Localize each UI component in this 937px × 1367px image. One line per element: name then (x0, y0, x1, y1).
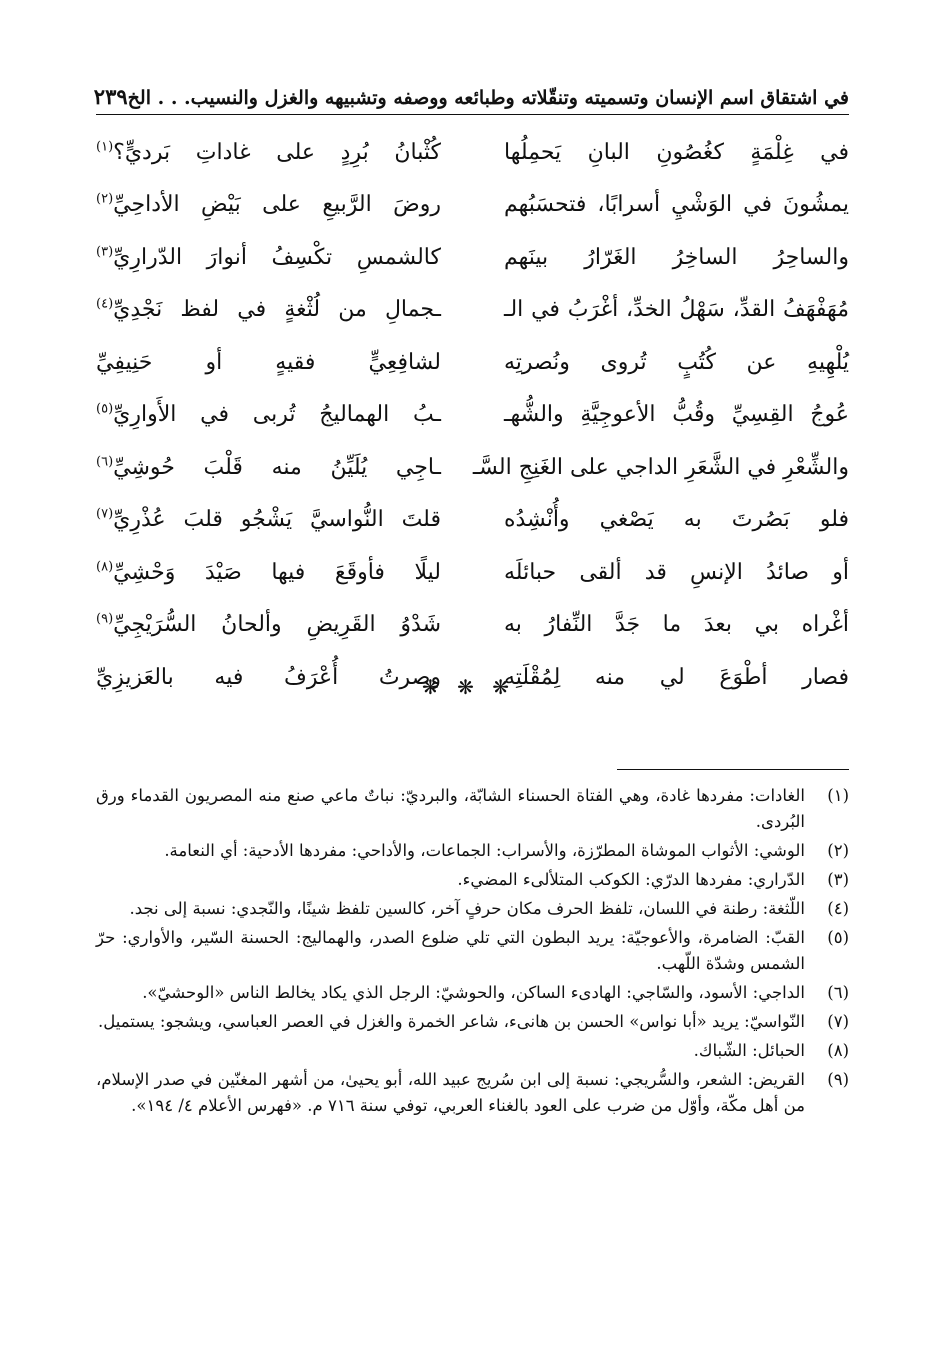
verse-second-hemistich-text: كُثْبانُ بُرِدٍ على غاداتِ بَرديٍّ؟ (113, 139, 441, 165)
footnote (96, 838, 849, 864)
footnote (96, 783, 849, 835)
footnote (96, 1038, 849, 1064)
verse-first-hemistich: يُلْهِيهِ عن كُتُبٍ تُروى ونُصرتِه (504, 349, 849, 375)
verse-second-hemistich (96, 507, 441, 532)
running-header (93, 78, 849, 115)
footnote-text: الوشي: الأثواب الموشاة المطرّزة، والأسراب: الجماعات، والأداحي: مفردها الأدحية: أي النعامة. (164, 841, 805, 860)
footnote (96, 867, 849, 893)
verse-first-hemistich: فصار أطْوَعَ لي منه لِمُقْلَتِه (504, 664, 849, 690)
verse-first-hemistich: عُوجُ القِسِيِّ وقُبُّ الأعوجِيَّةِ والشُّهـ (504, 402, 849, 428)
footnote-marker: (٨) (96, 559, 114, 575)
footnote-number: (٥) (827, 928, 849, 947)
verse (96, 441, 849, 494)
verse-second-hemistich-text: قلتَ النُّواسيَّ يَشْجُو قلبَ عُذْرِيِّ (113, 507, 441, 533)
footnote-text: الغادات: مفردها غادة، وهي الفتاة الحسناء الشابّة، والبرديّ: نباتٌ ماعي صنع منه المصريون القدماء ورق البُردى. (96, 786, 805, 831)
verse (96, 494, 849, 547)
verse-second-hemistich-text: ليلًا فأوقَعَ فيها صَيْدَ وَحْشِيِّ (113, 559, 441, 585)
verse-first-hemistich: والشِّعْرِ في الشَّعَرِ الداجي على الغَنِجِ السَّـ (472, 454, 849, 480)
footnote-number: (٩) (827, 1070, 849, 1089)
footnote-number: (٦) (827, 983, 849, 1002)
footnote-text: الداجي: الأسود، والسّاجي: الهادىء الساكن، والحوشيّ: الرجل الذي يكاد يخالط الناس «الوحشيّ». (142, 983, 805, 1002)
footnotes (96, 783, 849, 1122)
footnote-number: (١) (827, 786, 849, 805)
footnote-number: (٧) (827, 1012, 849, 1031)
footnote-marker: (٣) (96, 244, 114, 260)
verse-first-hemistich: والساحِرُ الساخِرُ الغَرّارُ بينَهم (504, 244, 849, 270)
footnote-marker: (٩) (96, 611, 114, 627)
footnote-marker: (٤) (96, 296, 114, 312)
verse-second-hemistich (96, 350, 441, 375)
verse-second-hemistich-text: شَدْوُ القَرِيضِ وألحانُ السُّرَيْجِيِّ (113, 612, 441, 638)
verse-second-hemistich-text: وصرتُ أُعْرَفُ فيه بالعَزيزِيِّ (96, 664, 441, 690)
footnote-rule (617, 769, 849, 770)
verse-second-hemistich (96, 140, 441, 165)
verse (96, 126, 849, 179)
footnote-text: القبّ: الضامرة، والأعوجيّة: يريد البطون التي تلي ضلوع الصدر، والهماليج: الحسنة السّير، والأواري: حرّ الشمس وشدّة اللّهب. (96, 928, 805, 973)
footnote-marker: (٥) (96, 401, 114, 417)
verse-second-hemistich (96, 560, 441, 585)
verse-first-hemistich: أغْراه بي بعدَ ما جَدَّ النِّفارُ به (504, 612, 849, 638)
verse-second-hemistich-text: ـاجِي يُلَيِّنُ منه قَلْبَ حُوشِيِّ (113, 454, 441, 480)
verse-second-hemistich-text: كالشمسِ تكْسِفُ أنوارَ الدّرارِيِّ (113, 244, 441, 270)
verse-second-hemistich (96, 402, 441, 427)
verse-first-hemistich: فلو بَصُرتَ به يَصْغي وأُنْشِدُه (504, 507, 849, 533)
verse-second-hemistich (96, 192, 441, 217)
footnote (96, 1009, 849, 1035)
verse-second-hemistich-text: ـبُ الهماليجُ تُربى في الأَوارِيِّ (113, 402, 441, 428)
verse (96, 179, 849, 232)
footnote-text: القريض: الشعر، والسُّريجي: نسبة إلى ابن سُريج عبيد الله، أبو يحيىٰ، من أشهر المغنّين في صدر الإسلام، من أهل مكّة، وأوّل من ضرب على العود بالغناء العربي، توفي سنة ٧١٦ م. «فهرس الأعلام ٤/ ١٩٤». (96, 1070, 805, 1115)
footnote (96, 980, 849, 1006)
footnote-marker: (٢) (96, 191, 114, 207)
verse (96, 599, 849, 652)
verse-second-hemistich (96, 612, 441, 637)
footnote-marker: (٦) (96, 454, 114, 470)
verse-second-hemistich (96, 297, 441, 322)
verse-second-hemistich-text: روضَ الرَّبيعِ على بَيْضِ الأداحِيِّ (113, 192, 441, 218)
verse-first-hemistich: مُهَفْهَفُ القدِّ، سَهْلُ الخدِّ، أغْرَبُ في الـ (504, 297, 849, 323)
poem (96, 126, 849, 704)
footnote-text: الدّراري: مفردها الدرّي: الكوكب المتلألىء المضيء. (457, 870, 805, 889)
verse (96, 546, 849, 599)
verse-second-hemistich (96, 245, 441, 270)
verse-first-hemistich: يمشُونَ في الوَشْيِ أسرابًا، فتحسَبُهم (504, 192, 849, 218)
verse-second-hemistich-text: ـجمالِ من لُثْغةٍ في لفظ نَجْدِيِّ (113, 297, 441, 323)
running-title: في اشتقاق اسم الإنسان وتسميته وتنقّلاته وطبائعه ووصفه وتشبيهه والغزل والنسيب. . . الخ (127, 87, 849, 109)
footnote-number: (٢) (827, 841, 849, 860)
footnote (96, 925, 849, 977)
footnote-text: الحبائل: الشّباك. (693, 1041, 805, 1060)
verse (96, 231, 849, 284)
verse (96, 336, 849, 389)
page-number: ٢٣٩ (93, 84, 128, 109)
footnote-marker: (١) (96, 139, 114, 155)
section-separator: ❋ ❋ ❋ (422, 675, 515, 699)
footnote-number: (٣) (827, 870, 849, 889)
verse-first-hemistich: في غِلْمَةٍ كغُصُونِ البانِ يَحمِلُها (504, 139, 849, 165)
footnote-marker: (٧) (96, 506, 114, 522)
verse-second-hemistich-text: لشافِعِيٍّ فقيهٍ أو حَنِيفِيِّ (96, 349, 441, 375)
verse-first-hemistich: أو صائدُ الإنسِ قد ألقى حبائلَه (504, 559, 849, 585)
verse-second-hemistich (96, 455, 441, 480)
footnote-text: اللّثغة: رطنة في اللسان، تلفظ الحرف مكان حرفٍ آخر، كالسين تلفظ شينًا، والنّجدي: نسبة إلى نجد. (129, 899, 805, 918)
footnote (96, 896, 849, 922)
footnote-number: (٨) (827, 1041, 849, 1060)
verse (96, 389, 849, 442)
verse (96, 284, 849, 337)
footnote-number: (٤) (827, 899, 849, 918)
footnote-text: النّواسيّ: يريد «أبا نواس» الحسن بن هانىء، شاعر الخمرة والغزل في العصر العباسي، ويشجو: يستميل. (98, 1012, 805, 1031)
footnote (96, 1067, 849, 1119)
